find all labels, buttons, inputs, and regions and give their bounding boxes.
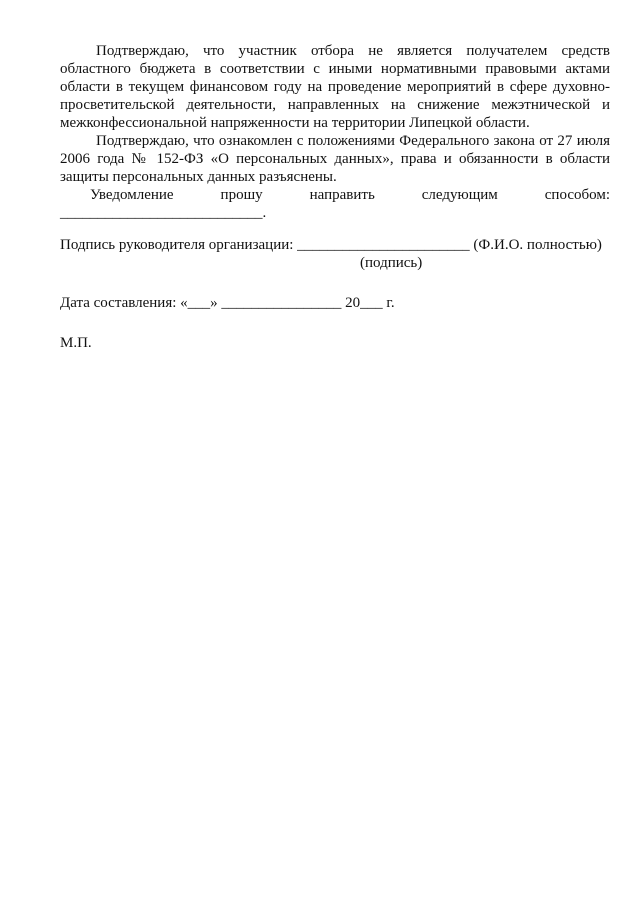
paragraph-no-budget-funding: Подтверждаю, что участник отбора не является получателем средств областного бюджета в соответствии с иными нормативными правовыми актами области в текущем финансовом году на проведение мероприятий в сфере духовно-просветительской деятельности, направленных на снижение межэтнической и межконфессиональной напряженности на территории Липецкой области. [60, 43, 610, 131]
notification-method-blank: ___________________________. [60, 205, 267, 221]
stamp-placeholder: М.П. [60, 335, 92, 351]
paragraph-personal-data-consent: Подтверждаю, что ознакомлен с положениями Федерального закона от 27 июля 2006 года № 152-ФЗ «О персональных данных», права и обязанности в области защиты персональных данных разъяснены. [60, 133, 610, 185]
signature-caption: (подпись) [360, 255, 423, 271]
document-page [60, 42, 610, 352]
date-line: Дата составления: «___» ________________ 20___ г. [60, 295, 395, 311]
signature-line: Подпись руководителя организации: _______________________ (Ф.И.О. полностью) [60, 237, 602, 253]
paragraph-notification-method: Уведомление прошу направить следующим способом: [90, 187, 610, 203]
